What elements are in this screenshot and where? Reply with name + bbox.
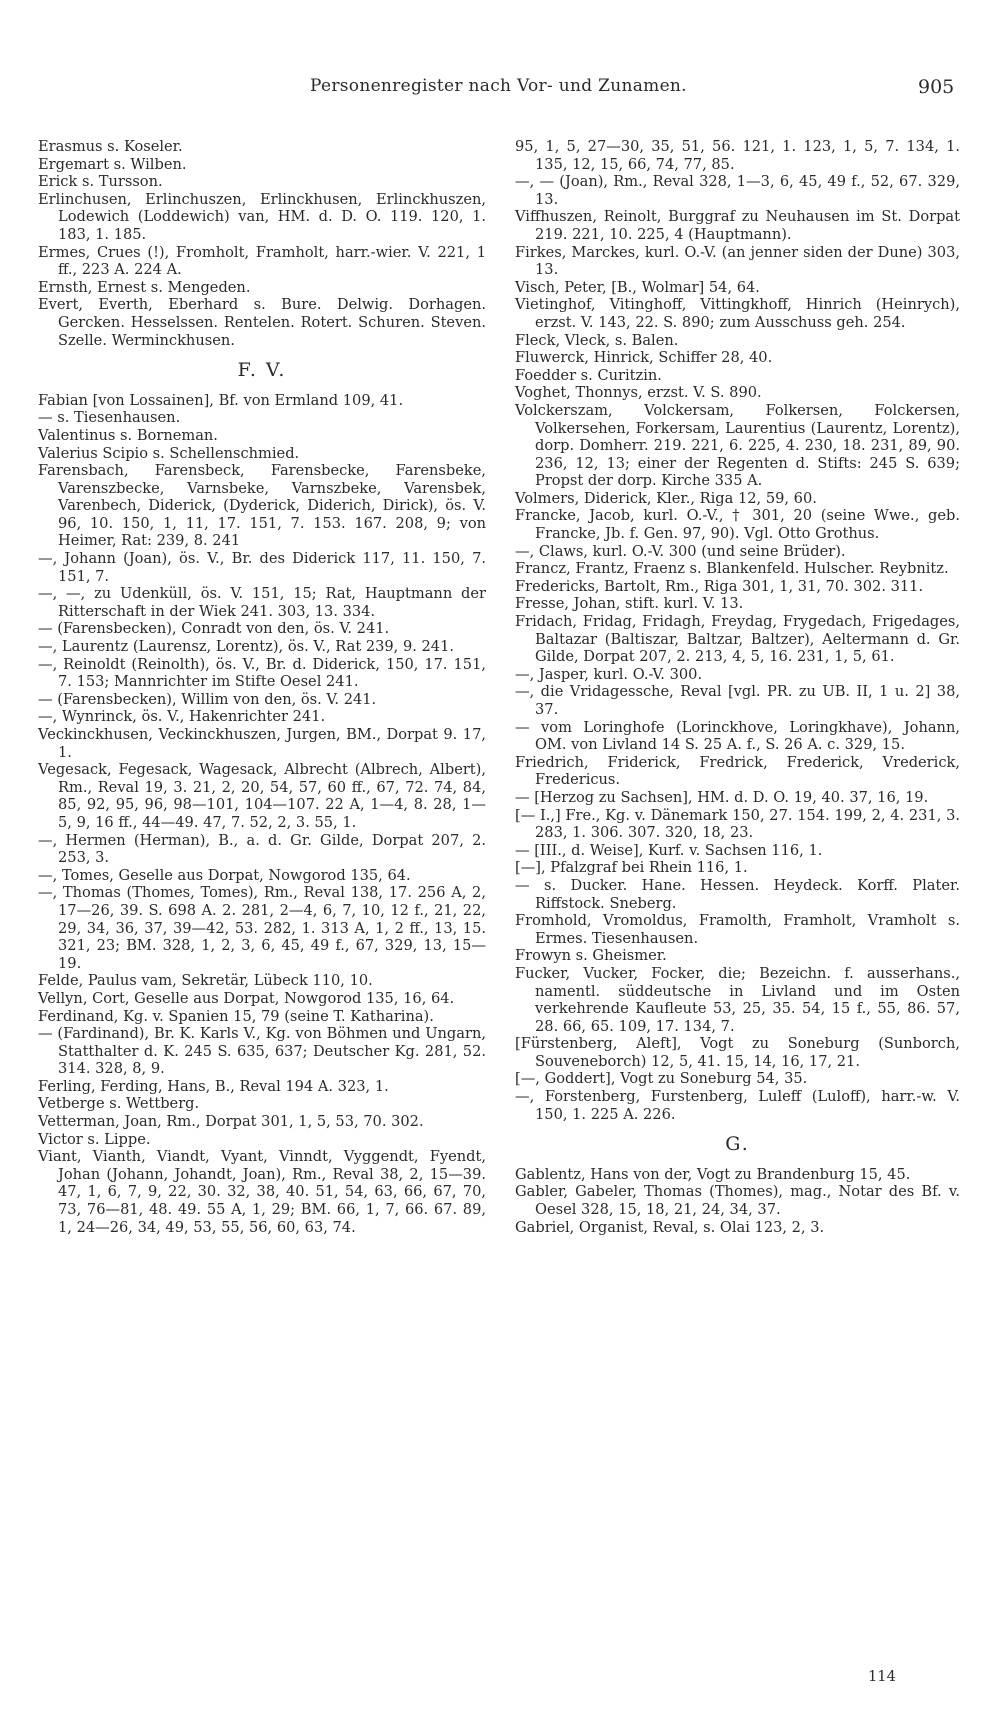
page-header [0, 76, 1000, 100]
index-entry: Fromhold, Vromoldus, Framolth, Framholt, Vramholt s. Ermes. Tiesenhausen. [515, 912, 960, 947]
index-entry: —, —, zu Udenküll, ös. V. 151, 15; Rat, Hauptmann der Ritterschaft in der Wiek 241. 303, 13. 334. [38, 585, 486, 620]
index-entry: Ermes, Crues (!), Fromholt, Framholt, harr.-wier. V. 221, 1 ff., 223 A. 224 A. [38, 243, 486, 279]
index-entry: Fabian [von Lossainen], Bf. von Ermland 109, 41. [38, 391, 404, 409]
index-entry: Ergemart s. Wilben. [38, 155, 187, 173]
index-entry: Volckerszam, Volckersam, Folkersen, Folckersen, Volkersehen, Forkersam, Laurentius (Laurentz, Lorentz), dorp. Domherr. 219. 221, 6. 225, 4. 230, 18. 231, 89, 90. 236, 12, 13; einer der Regenten d. Stifts: 245 S. 639; Propst der dorp. Kirche 335 A. [515, 401, 960, 490]
index-entry: Fridach, Fridag, Fridagh, Freydag, Frygedach, Frigedages, Baltazar (Baltiszar, Baltzar, Baltzer), Aeltermann d. Gr. Gilde, Dorpat 207, 2. 213, 4, 5, 16. 231, 1, 5, 61. [515, 613, 960, 666]
index-entry: —, die Vridagessche, Reval [vgl. PR. zu UB. II, 1 u. 2] 38, 37. [515, 683, 960, 718]
index-entry: Victor s. Lippe. [38, 1130, 151, 1148]
index-entry: — (Farensbecken), Conradt von den, ös. V. 241. [38, 620, 390, 638]
index-entry: Fucker, Vucker, Focker, die; Bezeichn. f. ausserhans., namentl. süddeutsche in Livland und im Osten verkehrende Kaufleute 53, 25, 35. 54, 15 f., 55, 86. 57, 28. 66, 65. 109, 17. 134, 7. [515, 964, 960, 1035]
index-entry: Viant, Vianth, Viandt, Vyant, Vinndt, Vyggendt, Fyendt, Johan (Johann, Johandt, Joan), Rm., Reval 38, 2, 15—39. 47, 1, 6, 7, 9, 22, 30. 32, 38, 40. 51, 54, 63, 66, 67, 70, 73, 76—81, 48. 49. 55 A, 1, 29; BM. 66, 1, 7, 66. 67. 89, 1, 24—26, 34, 49, 53, 55, 56, 60, 63, 74. [38, 1148, 486, 1236]
index-entry: Vellyn, Cort, Geselle aus Dorpat, Nowgorod 135, 16, 64. [38, 989, 455, 1007]
index-entry: Vetberge s. Wettberg. [38, 1095, 200, 1113]
index-entry: 95, 1, 5, 27—30, 35, 51, 56. 121, 1. 123, 1, 5, 7. 134, 1. 135, 12, 15, 66, 74, 77, 85. [515, 138, 960, 173]
running-title: Personenregister nach Vor- und Zunamen. [310, 76, 687, 96]
left-column [38, 138, 486, 1236]
index-entry: Vegesack, Fegesack, Wagesack, Albrecht (Albrech, Albert), Rm., Reval 19, 3. 21, 2, 20, 54, 57, 60 ff., 67, 72. 74, 84, 85, 92, 95, 96, 98—101, 104—107. 22 A, 1—4, 8. 28, 1—5, 9, 16 ff., 44—49. 47, 7. 52, 2, 3. 55, 1. [38, 761, 486, 831]
index-entry: Gabriel, Organist, Reval, s. Olai 123, 2, 3. [515, 1218, 825, 1236]
index-entry: Vetterman, Joan, Rm., Dorpat 301, 1, 5, 53, 70. 302. [38, 1113, 424, 1131]
index-entry: Visch, Peter, [B., Wolmar] 54, 64. [515, 278, 760, 296]
index-entry: —, Tomes, Geselle aus Dorpat, Nowgorod 135, 64. [38, 866, 411, 884]
index-entry: — (Fardinand), Br. K. Karls V., Kg. von Böhmen und Ungarn, Statthalter d. K. 245 S. 635, 637; Deutscher Kg. 281, 52. 314. 328, 8, 9. [38, 1025, 486, 1078]
index-entry: —, Jasper, kurl. O.-V. 300. [515, 665, 703, 683]
index-entry: Gablentz, Hans von der, Vogt zu Brandenburg 15, 45. [515, 1165, 911, 1183]
index-entry: [—, Goddert], Vogt zu Soneburg 54, 35. [515, 1070, 808, 1088]
index-entry: Vietinghof, Vitinghoff, Vittingkhoff, Hinrich (Heinrych), erzst. V. 143, 22. S. 890; zum Ausschuss geh. 254. [515, 296, 960, 331]
index-entry: Erick s. Tursson. [38, 173, 163, 191]
index-entry: Veckinckhusen, Veckinckhuszen, Jurgen, BM., Dorpat 9. 17, 1. [38, 726, 486, 761]
right-column [515, 138, 960, 1236]
index-entry: Fredericks, Bartolt, Rm., Riga 301, 1, 31, 70. 302. 311. [515, 577, 924, 595]
index-entry: — [Herzog zu Sachsen], HM. d. D. O. 19, 40. 37, 16, 19. [515, 788, 929, 806]
index-entry: [Fürstenberg, Aleft], Vogt zu Soneburg (Sunborch, Souveneborch) 12, 5, 41. 15, 14, 16, 17, 21. [515, 1035, 960, 1070]
index-entry: Erasmus s. Koseler. [38, 138, 183, 155]
index-entry: Francz, Frantz, Fraenz s. Blankenfeld. Hulscher. Reybnitz. [515, 560, 949, 578]
index-entry: Friedrich, Friderick, Fredrick, Frederick, Vrederick, Fredericus. [515, 753, 960, 789]
section-heading-g: G. [725, 1133, 750, 1156]
index-entry: Ferdinand, Kg. v. Spanien 15, 79 (seine T. Katharina). [38, 1007, 434, 1025]
index-entry: Viffhuszen, Reinolt, Burggraf zu Neuhausen im St. Dorpat 219. 221, 10. 225, 4 (Hauptmann). [515, 208, 960, 243]
right-column-entries-a [515, 138, 960, 1123]
index-entry: Valentinus s. Borneman. [38, 426, 218, 444]
index-entry: Erlinchusen, Erlinchuszen, Erlinckhusen, Erlinckhuszen, Lodewich (Loddewich) van, HM. d. D. O. 119. 120, 1. 183, 1. 185. [38, 190, 486, 243]
section-heading-f-v: F. V. [237, 359, 287, 382]
index-entry: — s. Ducker. Hane. Hessen. Heydeck. Korff. Plater. Riffstock. Sneberg. [515, 876, 960, 912]
index-entry: —, Thomas (Thomes, Tomes), Rm., Reval 138, 17. 256 A, 2, 17—26, 39. S. 698 A. 2. 281, 2—4, 6, 7, 10, 12 f., 21, 22, 29, 34, 36, 37, 39—42, 53. 282, 1. 313 A, 1, 2 ff., 13, 15. 321, 23; BM. 328, 1, 2, 3, 6, 45, 49 f., 67, 329, 13, 15—19. [38, 884, 486, 972]
index-entry: —, Claws, kurl. O.-V. 300 (und seine Brüder). [515, 542, 846, 560]
left-column-entries-b [38, 392, 486, 1237]
index-entry: Francke, Jacob, kurl. O.-V., † 301, 20 (seine Wwe., geb. Francke, Jb. f. Gen. 97, 90). Vgl. Otto Grothus. [515, 507, 960, 543]
index-entry: [—], Pfalzgraf bei Rhein 116, 1. [515, 859, 748, 877]
index-entry: — vom Loringhofe (Lorinckhove, Loringkhave), Johann, OM. von Livland 14 S. 25 A. f., S. 26 A. c. 329, 15. [515, 718, 960, 754]
index-entry: —, Forstenberg, Furstenberg, Luleff (Luloff), harr.-w. V. 150, 1. 225 A. 226. [515, 1088, 960, 1123]
index-entry: Fresse, Johan, stift. kurl. V. 13. [515, 595, 744, 613]
index-entry: — [III., d. Weise], Kurf. v. Sachsen 116, 1. [515, 841, 823, 859]
index-entry: Fleck, Vleck, s. Balen. [515, 331, 679, 349]
index-entry: Ferling, Ferding, Hans, B., Reval 194 A. 323, 1. [38, 1077, 389, 1095]
index-entry: Foedder s. Curitzin. [515, 366, 662, 384]
index-entry: Voghet, Thonnys, erzst. V. S. 890. [515, 384, 762, 402]
index-entry: Firkes, Marckes, kurl. O.-V. (an jenner siden der Dune) 303, 13. [515, 243, 960, 279]
index-entry: Frowyn s. Gheismer. [515, 947, 667, 965]
index-entry: Valerius Scipio s. Schellenschmied. [38, 444, 300, 462]
index-entry: Gabler, Gabeler, Thomas (Thomes), mag., Notar des Bf. v. Oesel 328, 15, 18, 21, 24, 34, 37. [515, 1183, 960, 1219]
index-entry: — s. Tiesenhausen. [38, 409, 181, 427]
index-entry: Evert, Everth, Eberhard s. Bure. Delwig. Dorhagen. Gercken. Hesselssen. Rentelen. Rotert. Schuren. Steven. Szelle. Werminckhusen. [38, 296, 486, 349]
index-entry: Ernsth, Ernest s. Mengeden. [38, 278, 251, 296]
index-entry: —, — (Joan), Rm., Reval 328, 1—3, 6, 45, 49 f., 52, 67. 329, 13. [515, 173, 960, 208]
right-column-entries-b [515, 1166, 960, 1236]
index-entry: —, Hermen (Herman), B., a. d. Gr. Gilde, Dorpat 207, 2. 253, 3. [38, 831, 486, 867]
index-entry: Farensbach, Farensbeck, Farensbecke, Farensbeke, Varenszbecke, Varnsbeke, Varnszbeke, Varensbek, Varenbech, Diderick, (Dyderick, Diderich, Dirick), ös. V. 96, 10. 150, 1, 11, 17. 151, 7. 153. 167. 208, 9; von Heimer, Rat: 239, 8. 241 [38, 462, 486, 550]
page-number: 905 [918, 76, 955, 98]
left-column-entries-a [38, 138, 486, 349]
index-entry: Fluwerck, Hinrick, Schiffer 28, 40. [515, 349, 773, 367]
index-entry: — (Farensbecken), Willim von den, ös. V. 241. [38, 690, 377, 708]
index-entry: —, Johann (Joan), ös. V., Br. des Diderick 117, 11. 150, 7. 151, 7. [38, 550, 486, 585]
index-entry: Volmers, Diderick, Kler., Riga 12, 59, 60. [515, 489, 817, 507]
index-entry: [— I.,] Fre., Kg. v. Dänemark 150, 27. 154. 199, 2, 4. 231, 3. 283, 1. 306. 307. 320, 18, 23. [515, 806, 960, 842]
index-entry: Felde, Paulus vam, Sekretär, Lübeck 110, 10. [38, 972, 373, 990]
index-entry: —, Laurentz (Laurensz, Lorentz), ös. V., Rat 239, 9. 241. [38, 638, 455, 656]
index-entry: —, Reinoldt (Reinolth), ös. V., Br. d. Diderick, 150, 17. 151, 7. 153; Mannrichter im Stifte Oesel 241. [38, 655, 486, 691]
index-entry: —, Wynrinck, ös. V., Hakenrichter 241. [38, 708, 326, 726]
signature-mark: 114 [868, 1668, 896, 1685]
